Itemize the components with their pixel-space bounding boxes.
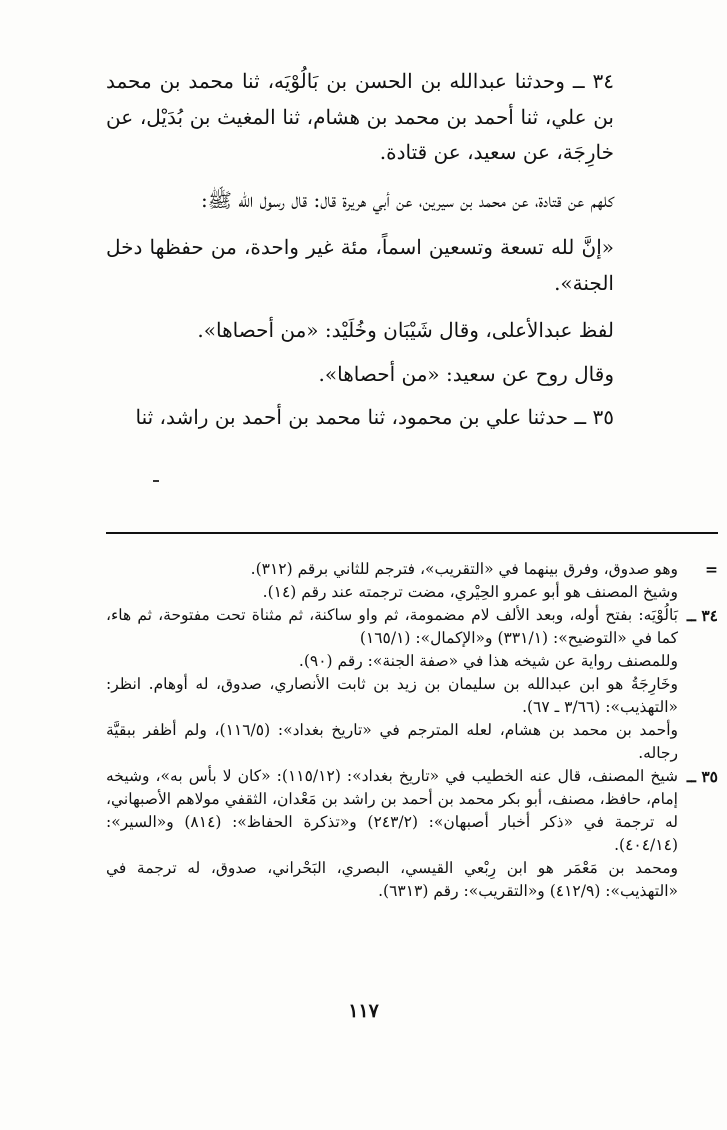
footnote-number — [678, 650, 718, 673]
footnote-text: وللمصنف رواية عن شيخه هذا في «صفة الجنة»: رقم (٩٠). — [298, 652, 678, 670]
paragraph-hadith-34: ٣٤ ــ وحدثنا عبدالله بن الحسن بن بَالُوْيَه، ثنا محمد بن محمد بن علي، ثنا أحمد بن محمد بن هشام، ثنا المغيث بن بُدَيْل، عن خارِجَة، عن سعيد، عن قتادة. — [106, 69, 615, 164]
footnote-number — [678, 581, 718, 604]
footnote-text: وخَارِجَةُ هو ابن عبدالله بن سليمان بن زيد بن ثابت الأنصاري، صدوق، له أوهام. انظر: «التهذيب»: (٣/٦٦ ـ ٦٧). — [106, 675, 678, 716]
footnote-entry — [106, 604, 718, 650]
footnote-number — [678, 857, 718, 903]
footnote-entry — [106, 581, 718, 604]
footnote-number — [678, 719, 718, 765]
footnote-text: وهو صدوق، وفرق بينهما في «التقريب»، فترجم للثاني برقم (٣١٢). — [250, 560, 678, 578]
footnote-separator — [106, 532, 718, 534]
main-text — [106, 64, 614, 448]
footnote-text: وشيخ المصنف هو أبو عمرو الحِيْري، مضت ترجمته عند رقم (١٤). — [262, 583, 678, 601]
footnote-entry — [106, 650, 718, 673]
paragraph-wording-note: لفظ عبدالأعلى، وقال شَيْبَان وخُلَيْد: «من أحصاها». — [197, 318, 614, 342]
footnote-text: ومحمد بن مَعْمَر هو ابن رِبْعي القيسي، البصري، البَحْراني، صدوق، له ترجمة في «التهذيب»: (٤١٢/٩) و«التقريب»: رقم (٦٣١٣). — [106, 859, 678, 900]
footnote-text: وأحمد بن محمد بن هشام، لعله المترجم في «تاريخ بغداد»: (١١٦/٥)، ولم أظفر ببقيَّة رجاله. — [106, 721, 678, 762]
footnote-entry — [106, 719, 718, 765]
paragraph-hadith-text: «إنَّ لله تسعة وتسعين اسماً، مئة غير واحدة، من حفظها دخل الجنة». — [106, 235, 614, 295]
footnote-entry — [106, 673, 718, 719]
footnote-number — [678, 673, 718, 719]
footnote-text: شيخ المصنف، قال عنه الخطيب في «تاريخ بغداد»: (١١٥/١٢): «كان لا بأس به»، وشيخه إمام، حافظ، مصنف، أبو بكر محمد بن أحمد بن راشد بن مَعْدان، الثقفي مولاهم الأصبهاني، له ترجمة في «ذكر أخبار أصبهان»: (٢٤٣/٢) و«تذكرة الحفاظ»: (٨١٤) و«السير»: (٤٠٤/١٤). — [106, 767, 678, 854]
footnote-number: ٣٤ ــ — [686, 606, 718, 625]
footnote-number: = — [705, 560, 718, 579]
page-number: ١١٧ — [348, 1000, 379, 1022]
footnote-number: ٣٥ ــ — [686, 767, 718, 786]
paragraph-hadith-35: ٣٥ ــ حدثنا علي بن محمود، ثنا محمد بن أحمد بن راشد، ثنا — [135, 405, 614, 429]
footnote-entry — [106, 765, 718, 857]
footnote-text: بَالُوْيَه: بفتح أوله، وبعد الألف لام مضمومة، ثم واو ساكنة، ثم مثناة تحت مفتوحة، ثم هاء، كما في «التوضيح»: (٣٣١/١) و«الإكمال»: (١٦٥/١) — [106, 606, 678, 647]
ink-mark — [153, 480, 159, 482]
footnote-entry — [106, 857, 718, 903]
paragraph-rawh-note: وقال روح عن سعيد: «من أحصاها». — [318, 361, 614, 386]
footnote-entry — [106, 558, 718, 581]
footnotes — [106, 558, 718, 903]
paragraph-narration: كلهم عن قتادة، عن محمد بن سيرين، عن أبي هريرة قال: قال رسول الله ﷺ: — [201, 187, 614, 212]
